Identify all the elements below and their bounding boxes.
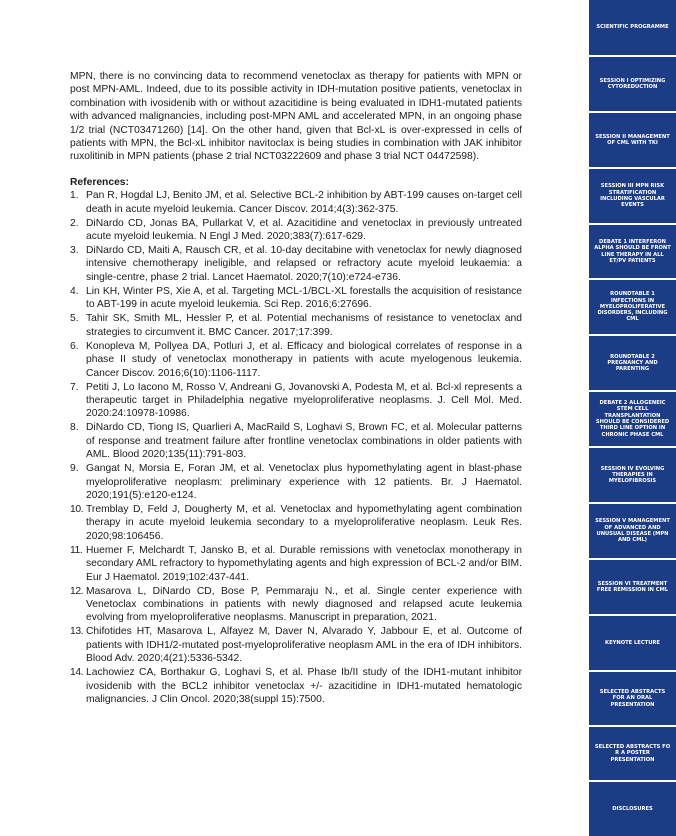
- reference-item: [70, 421, 522, 461]
- nav-tab-poster-abstracts[interactable]: SELECTED ABSTRACTS FO R A POSTER PRESENTATION: [594, 744, 671, 763]
- nav-tab-session-4[interactable]: SESSION IV EVOLVING THERAPIES IN MYELOFIBROSIS: [600, 465, 665, 485]
- reference-item: [70, 462, 522, 502]
- nav-tab-session-2[interactable]: SESSION II MANAGEMENT OF CML WITH TKI: [595, 133, 670, 146]
- reference-number: 7.: [70, 381, 79, 393]
- reference-item: [70, 625, 522, 665]
- reference-number: 5.: [70, 313, 79, 325]
- reference-item: [70, 585, 522, 625]
- reference-text: Tremblay D, Feld J, Dougherty M, et al. Venetoclax and hypomethylating agent combination therapy in acute myeloid leukemia secondary to a myeloproliferative neoplasm. Leuk Res. 2020;98:106456.: [86, 503, 522, 542]
- reference-item: [70, 381, 522, 421]
- nav-tab-session-3[interactable]: SESSION III MPN RISK STRATIFICATION INCLUDING VASCULAR EVENTS: [600, 183, 665, 209]
- nav-tab-disclosures[interactable]: DISCLOSURES: [612, 805, 653, 812]
- nav-tab-session-1[interactable]: SESSION I OPTIMIZING CYTOREDUCTION: [599, 77, 666, 90]
- reference-number: 3.: [70, 245, 79, 257]
- reference-text: DiNardo CD, Tiong IS, Quarlieri A, MacRaild S, Loghavi S, Brown FC, et al. Molecular patterns of response and treatment failure after frontline venetoclax combinations in older patients with AML. Blood 2020;135(11):791-803.: [86, 422, 522, 461]
- nav-tab-session-5[interactable]: SESSION V MANAGEMENT OF ADVANCED AND UNUSUAL DISEASE (MPN AND CML): [595, 518, 670, 544]
- reference-item: [70, 312, 522, 339]
- reference-number: 11.: [70, 544, 83, 556]
- reference-text: Pan R, Hogdal LJ, Benito JM, et al. Selective BCL-2 inhibition by ABT-199 causes on-target cell death in acute myeloid leukemia. Cancer Discov. 2014;4(3):362-375.: [86, 190, 522, 215]
- reference-number: 1.: [70, 190, 79, 202]
- nav-tab-oral-abstracts[interactable]: SELECTED ABSTRACTS FOR AN ORAL PRESENTATION: [599, 689, 666, 708]
- nav-tab-roundtable-1[interactable]: ROUNDTABLE 1 INFECTIONS IN MYELOPROLIFERATIVE DISORDERS, INCLUDING CML: [597, 291, 668, 323]
- nav-tab-debate-1[interactable]: DEBATE 1 INTERFERON ALPHA SHOULD BE FRONT LINE THERAPY IN ALL ET/PV PATIENTS: [594, 238, 671, 264]
- reference-number: 9.: [70, 463, 79, 475]
- references-list: [70, 189, 522, 706]
- reference-item: [70, 285, 522, 312]
- body-paragraph: MPN, there is no convincing data to recommend venetoclax as therapy for patients with MPN or post MPN-AML. Indeed, due to its possible activity in IDH-mutation positive patients, venetoclax in combination with ivosidenib with or without azacitidine is being evaluated in IDH1-mutated patients with advanced malignancies, including post-MPN AML and accelerated MPN, in an ongoing phase 1/2 trial (NCT03471260) [14]. On the other hand, given that Bcl-xL is over-expressed in cells of patients with MPN, the Bcl-xL inhibitor navitoclax is being studies in combination with JAK inhibitor ruxolitinib in MPN patients (phase 2 trial NCT03222609 and phase 3 trial NCT 04472598).: [70, 71, 522, 163]
- reference-item: [70, 503, 522, 543]
- references-heading: References:: [70, 176, 129, 188]
- reference-text: Huemer F, Melchardt T, Jansko B, et al. Durable remissions with venetoclax monotherapy in secondary AML refractory to hypomethylating agents and high expression of BCL-2 and/or BIM. Eur J Haematol. 2019;102:437-441.: [86, 544, 522, 583]
- nav-tab-session-6[interactable]: SESSION VI TREATMENT FREE REMISSION IN CML: [596, 580, 669, 593]
- reference-number: 6.: [70, 340, 79, 352]
- nav-tab-scientific-programme[interactable]: SCIENTIFIC PROGRAMME: [596, 24, 669, 31]
- reference-number: 8.: [70, 422, 79, 434]
- reference-item: [70, 189, 522, 216]
- document-body: [70, 70, 522, 707]
- reference-number: 13.: [70, 626, 84, 638]
- reference-text: Masarova L, DiNardo CD, Bose P, Pemmaraju N., et al. Single center experience with Venetoclax combinations in patients with newly diagnosed and relapsed acute leukemia evolving from myeloproliferative neoplasms. Manuscript in preparation, 2021.: [86, 585, 522, 624]
- reference-item: [70, 217, 522, 244]
- reference-text: Konopleva M, Pollyea DA, Potluri J, et al. Efficacy and biological correlates of response in a phase II study of venetoclax monotherapy in patients with acute myelogenous leukemia. Cancer Discov. 2016;6(10):1106-1117.: [86, 340, 522, 379]
- reference-text: DiNardo CD, Jonas BA, Pullarkat V, et al. Azacitidine and venetoclax in previously untreated acute myeloid leukemia. N Engl J Med. 2020;383(7):617-629.: [86, 217, 522, 243]
- reference-item: [70, 340, 522, 380]
- reference-item: [70, 544, 522, 584]
- reference-number: 14.: [70, 667, 84, 679]
- reference-text: Gangat N, Morsia E, Foran JM, et al. Venetoclax plus hypomethylating agent in blast-phase myeloproliferative neoplasm: preliminary experience with 12 patients. Br. J Haematol. 2020;191(5):e120-e124.: [86, 463, 522, 501]
- reference-number: 4.: [70, 285, 79, 297]
- reference-number: 2.: [70, 217, 79, 229]
- section-nav-sidebar: [589, 0, 676, 836]
- reference-text: Lachowiez CA, Borthakur G, Loghavi S, et al. Phase Ib/II study of the IDH1-mutant inhibitor ivosidenib with the BCL2 inhibitor venetoclax +/- azacitidine in IDH1-mutated hematologic malignancies. J Clin Oncol. 2020;38(suppl 15):7500.: [86, 667, 522, 705]
- nav-tab-debate-2[interactable]: DEBATE 2 ALLOGENEIC STEM CELL TRANSPLANTATION SHOULD BE CONSIDERED THIRD LINE OPTION IN CHRONIC PHASE CML: [595, 400, 670, 438]
- reference-item: [70, 666, 522, 706]
- nav-tab-roundtable-2[interactable]: ROUNDTABLE 2 PREGNANCY AND PARENTING: [607, 353, 658, 373]
- reference-text: Chifotides HT, Masarova L, Alfayez M, Daver N, Alvarado Y, Jabbour E, et al. Outcome of patients with IDH1/2-mutated post-myeloproliferative neoplasm AML in the era of IDH inhibitors. Blood Adv. 2020;4(21):5336-5342.: [86, 626, 522, 665]
- reference-text: Petiti J, Lo Iacono M, Rosso V, Andreani G, Jovanovski A, Podesta M, et al. Bcl-xl represents a therapeutic target in Philadelphia negative myeloproliferative neoplasms. J. Cell Mol. Med. 2020:24:10978-10986.: [86, 381, 522, 420]
- reference-text: DiNardo CD, Maiti A, Rausch CR, et al. 10-day decitabine with venetoclax for newly diagnosed intensive chemotherapy ineligible, and relapsed or refractory acute myeloid leukaemia: a single-centre, phase 2 trial. Lancet Haematol. 2020;7(10):e724-e736.: [86, 245, 522, 283]
- reference-text: Lin KH, Winter PS, Xie A, et al. Targeting MCL-1/BCL-XL forestalls the acquisition of resistance to ABT-199 in acute myeloid leukemia. Sci Rep. 2016;6:27696.: [86, 285, 522, 311]
- nav-tab-keynote-lecture[interactable]: KEYNOTE LECTURE: [605, 639, 660, 646]
- reference-text: Tahir SK, Smith ML, Hessler P, et al. Potential mechanisms of resistance to venetoclax and strategies to circumvent it. BMC Cancer. 2017;17:399.: [86, 313, 522, 338]
- reference-number: 12.: [70, 585, 84, 597]
- reference-item: [70, 244, 522, 284]
- reference-number: 10.: [70, 503, 84, 515]
